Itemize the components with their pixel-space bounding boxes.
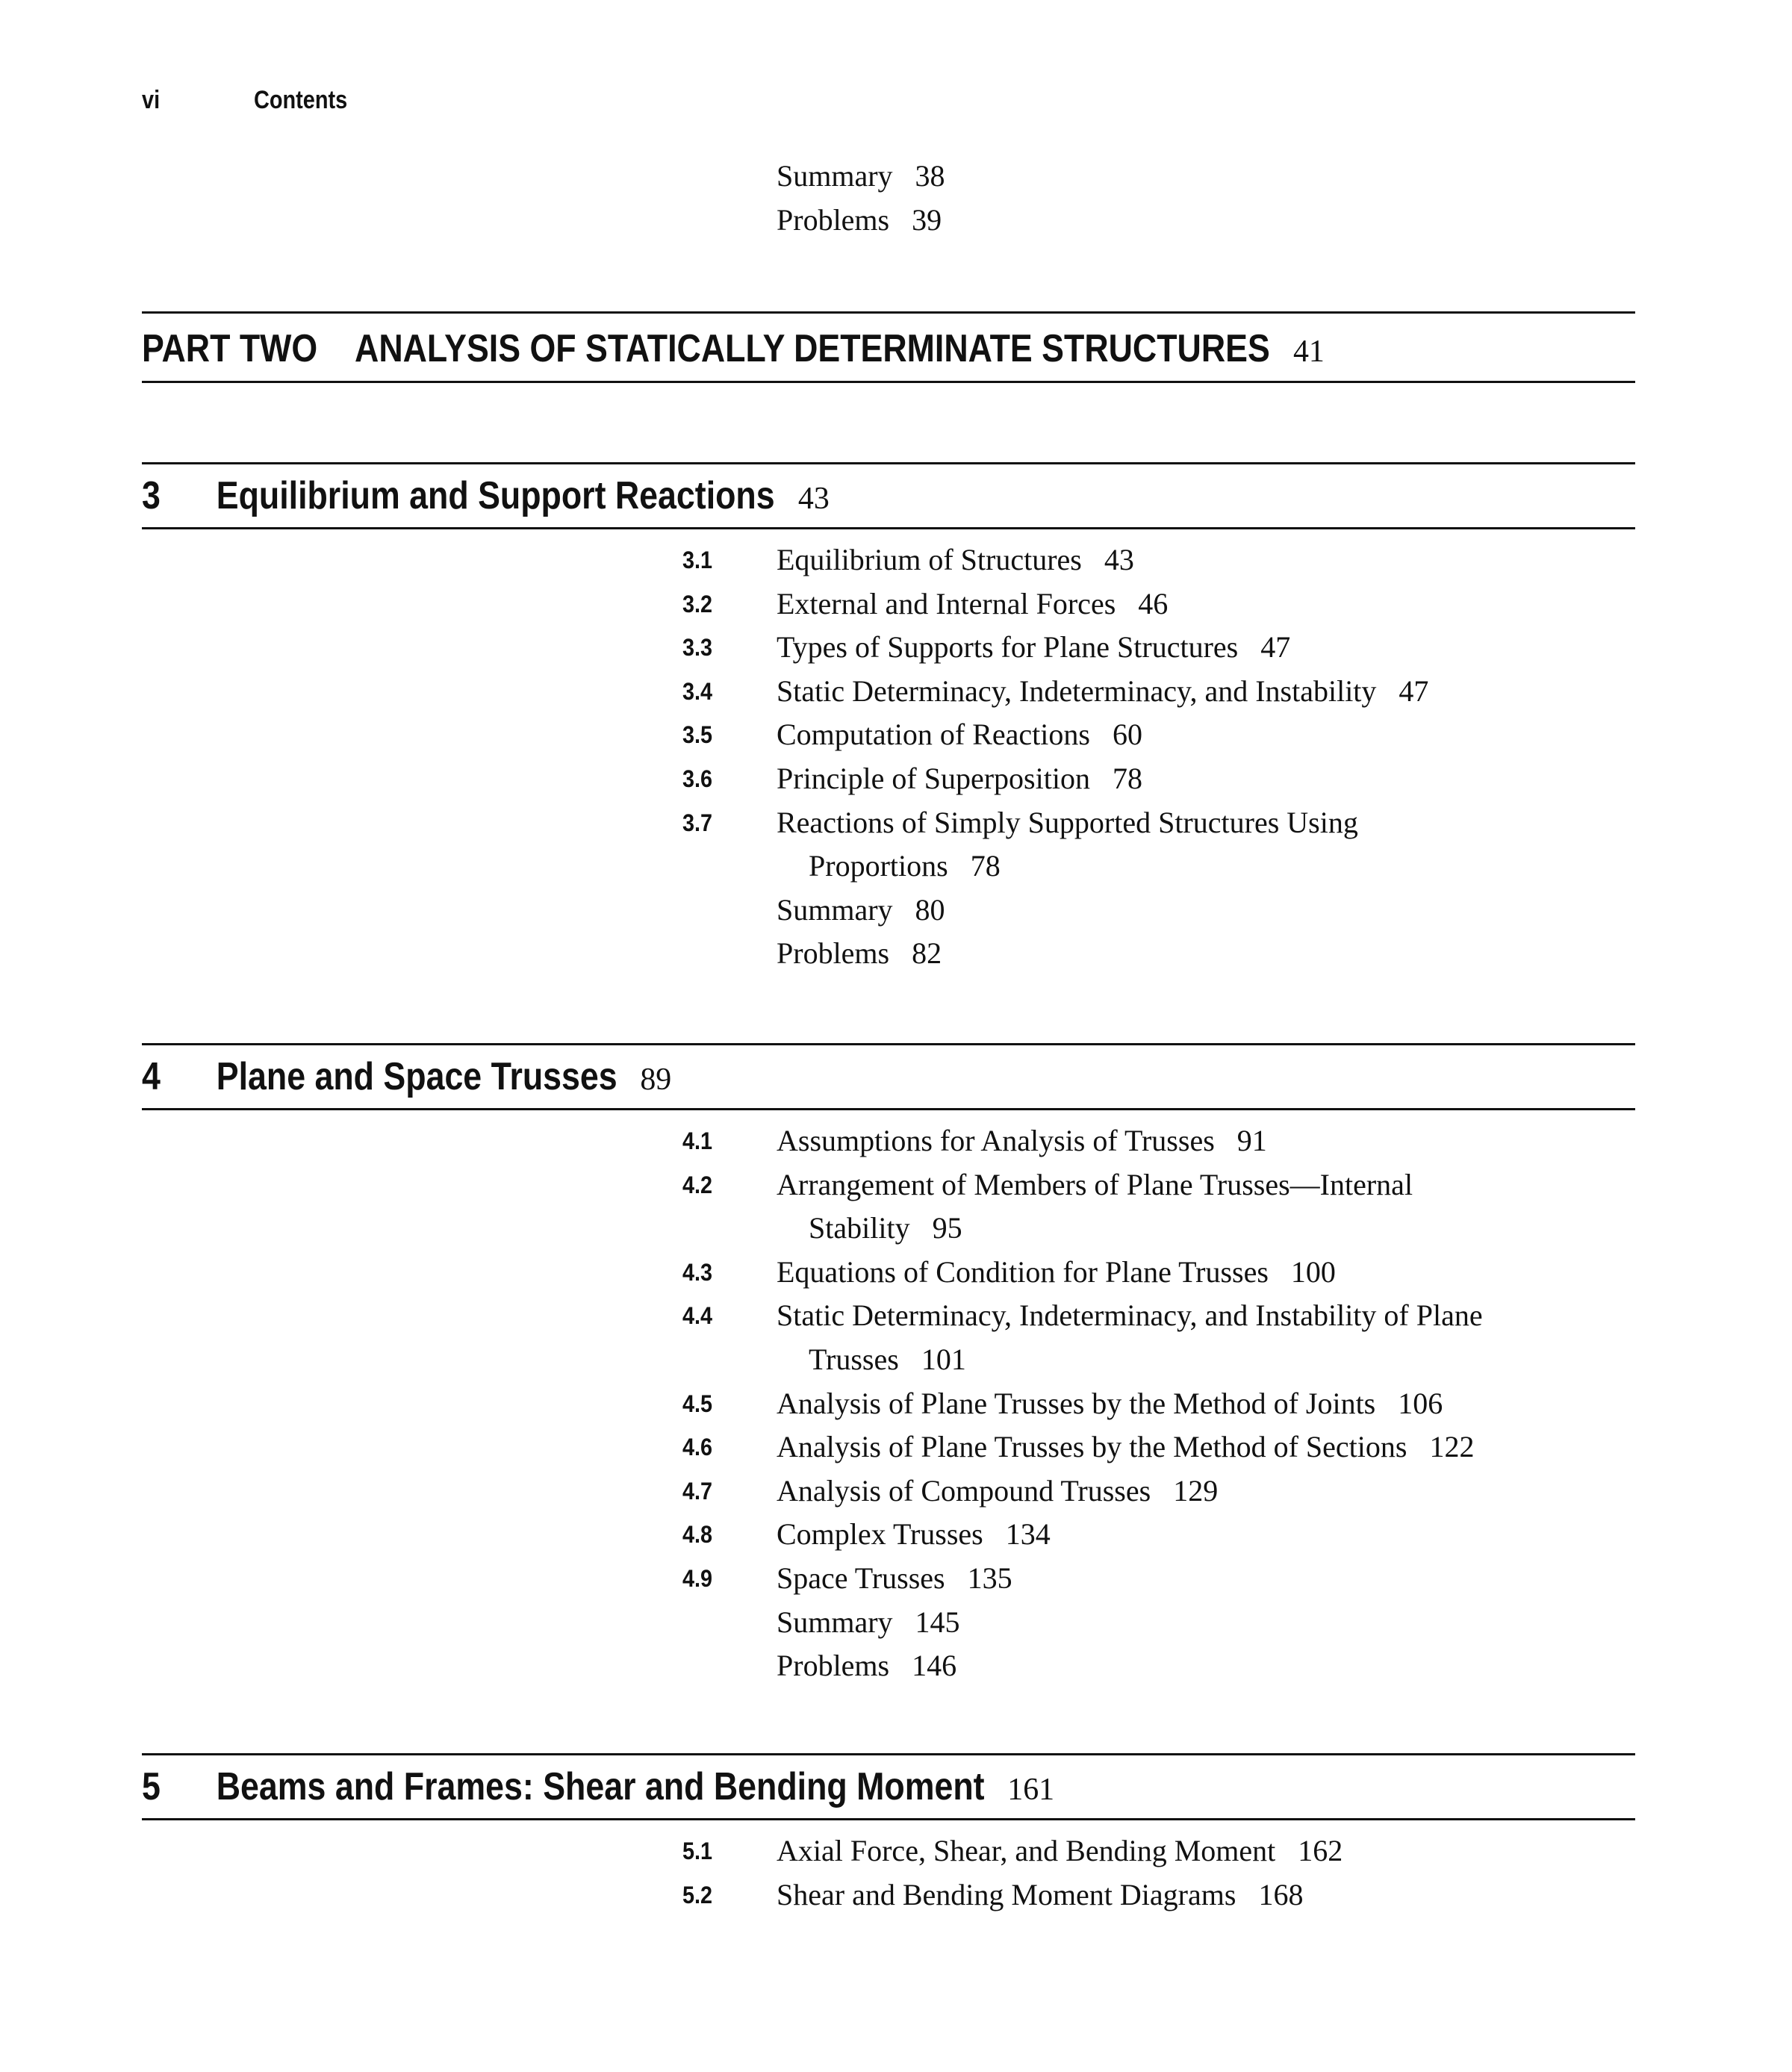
chapter-5-heading[interactable] (142, 1763, 1055, 1814)
divider (142, 381, 1635, 383)
entry-title: Summary (777, 1605, 893, 1639)
entry-title: Summary (777, 159, 893, 193)
entry-title: External and Internal Forces (777, 587, 1116, 620)
entry-page: 47 (1260, 630, 1291, 664)
section-number: 4.5 (682, 1390, 713, 1417)
section-number: 3.6 (682, 765, 713, 792)
entry-title: Shear and Bending Moment Diagrams (777, 1878, 1236, 1911)
chapter-title: Plane and Space Trusses (216, 1055, 617, 1098)
section-number: 4.3 (682, 1259, 713, 1286)
section-number: 4.9 (682, 1565, 713, 1592)
entry-title: Assumptions for Analysis of Trusses (777, 1124, 1215, 1157)
section-number: 5.2 (682, 1882, 713, 1908)
entry-title: Analysis of Plane Trusses by the Method of Joints (777, 1387, 1376, 1420)
section-number: 3.5 (682, 721, 713, 748)
entry-title: Axial Force, Shear, and Bending Moment (777, 1834, 1276, 1867)
entry-page: 106 (1398, 1387, 1443, 1420)
entry-page: 46 (1138, 587, 1169, 620)
section-number: 3.7 (682, 809, 713, 836)
entry-page: 47 (1399, 674, 1429, 708)
entry-page: 134 (1005, 1517, 1051, 1551)
section-number: 4.2 (682, 1172, 713, 1198)
part-page: 41 (1292, 335, 1325, 369)
entry-title: Complex Trusses (777, 1517, 983, 1551)
divider (142, 1043, 1635, 1045)
entry-page: 38 (915, 159, 945, 193)
chapter-page: 161 (1007, 1773, 1055, 1807)
entry-title: Types of Supports for Plane Structures (777, 630, 1239, 664)
entry-title: Arrangement of Members of Plane Trusses—Internal (777, 1168, 1413, 1201)
part-heading[interactable] (142, 325, 1325, 376)
entry-page: 78 (970, 849, 1001, 883)
entry-title: Problems (777, 936, 890, 970)
section-number: 4.6 (682, 1434, 713, 1460)
chapter-number: 5 (142, 1765, 161, 1808)
divider (142, 1818, 1635, 1820)
section-number: 3.4 (682, 678, 713, 705)
entry-page: 60 (1112, 718, 1142, 751)
entry-title: Summary (777, 893, 893, 927)
divider (142, 462, 1635, 464)
entry-page: 101 (921, 1343, 966, 1376)
divider (142, 1753, 1635, 1755)
part-label: PART TWO (142, 327, 318, 370)
section-number: 3.3 (682, 634, 713, 661)
chapter-4-heading[interactable] (142, 1053, 672, 1104)
entry-page: 39 (912, 203, 942, 237)
section-number: 4.8 (682, 1521, 713, 1548)
section-number: 5.1 (682, 1838, 713, 1864)
entry-title: Proportions (809, 849, 948, 883)
chapter-3-heading[interactable] (142, 472, 830, 523)
section-number: 3.1 (682, 547, 713, 573)
section-number: 4.4 (682, 1302, 713, 1329)
chapter-title: Equilibrium and Support Reactions (216, 474, 775, 517)
entry-title: Stability (809, 1211, 910, 1245)
part-title: ANALYSIS OF STATICALLY DETERMINATE STRUCTURES (355, 327, 1270, 370)
entry-title: Problems (777, 203, 890, 237)
divider (142, 527, 1635, 529)
chapter-number: 3 (142, 474, 161, 517)
entry-title: Equations of Condition for Plane Trusses (777, 1255, 1269, 1289)
chapter-page: 89 (640, 1063, 672, 1097)
entry-page: 100 (1290, 1255, 1336, 1289)
entry-title: Computation of Reactions (777, 718, 1090, 751)
running-head-page-number: vi (142, 86, 161, 114)
entry-page: 135 (967, 1561, 1012, 1595)
chapter-number: 4 (142, 1055, 161, 1098)
divider (142, 311, 1635, 314)
entry-title: Equilibrium of Structures (777, 543, 1082, 576)
entry-page: 78 (1112, 762, 1142, 795)
entry-page: 91 (1236, 1124, 1267, 1157)
section-number: 3.2 (682, 591, 713, 617)
entry-page: 80 (915, 893, 945, 927)
entry-page: 145 (915, 1605, 960, 1639)
entry-title: Analysis of Plane Trusses by the Method of Sections (777, 1430, 1407, 1463)
entry-title: Problems (777, 1649, 890, 1682)
entry-title: Trusses (809, 1343, 899, 1376)
entry-page: 162 (1298, 1834, 1343, 1867)
entry-page: 146 (912, 1649, 957, 1682)
entry-page: 95 (932, 1211, 962, 1245)
chapter-title: Beams and Frames: Shear and Bending Moment (216, 1765, 985, 1808)
entry-page: 82 (912, 936, 942, 970)
entry-title: Static Determinacy, Indeterminacy, and Instability of Plane (777, 1298, 1483, 1332)
section-number: 4.7 (682, 1478, 713, 1505)
entry-title: Static Determinacy, Indeterminacy, and Instability (777, 674, 1377, 708)
entry-page: 168 (1258, 1878, 1304, 1911)
entry-title: Principle of Superposition (777, 762, 1090, 795)
chapter-page: 43 (797, 482, 830, 516)
divider (142, 1108, 1635, 1110)
entry-title: Reactions of Simply Supported Structures Using (777, 806, 1358, 839)
entry-page: 122 (1429, 1430, 1475, 1463)
entry-title: Analysis of Compound Trusses (777, 1474, 1151, 1508)
entry-page: 129 (1173, 1474, 1219, 1508)
entry-title: Space Trusses (777, 1561, 945, 1595)
entry-page: 43 (1104, 543, 1134, 576)
section-number: 4.1 (682, 1127, 713, 1154)
running-head-title: Contents (254, 86, 348, 114)
